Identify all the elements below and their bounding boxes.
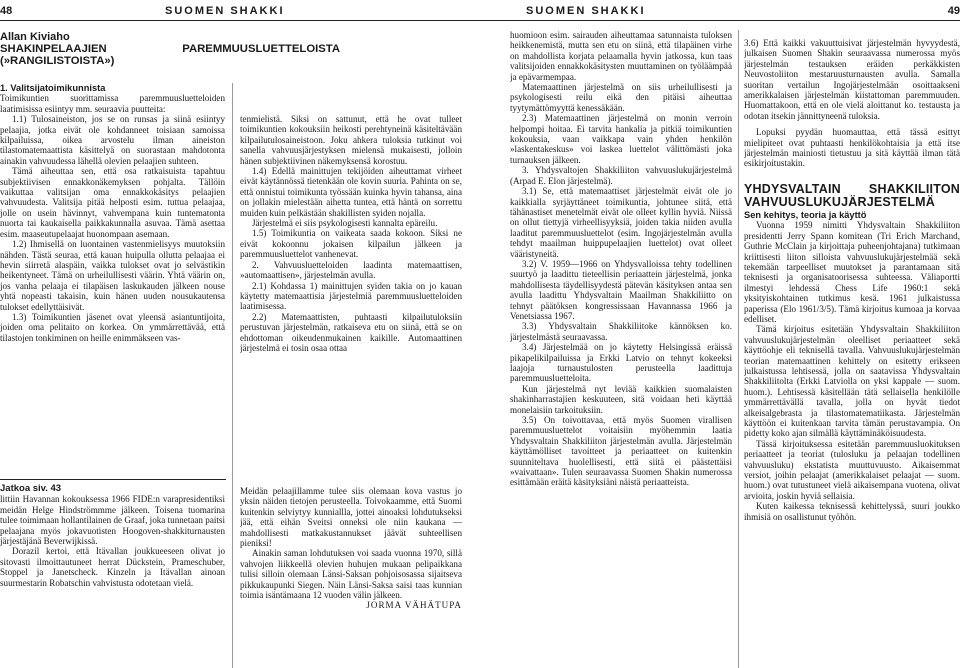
signature: JORMA VÄHÄTUPA — [366, 600, 462, 611]
paragraph: 1.2) Ihmisellä on luontainen vastenmielisyys muutoksiin nähden. Tästä seuraa, että kauan huipulla ollutta pelaajaa ei hevin siirretä alaspäin, vaikka tulokset ovat jo selvästikin heikentyneet. Tämä on urheilullisesti väärin. Yhtä väärin on, jos vanha pelaaja ei tilapäisen laskukauden jälkeen nouse yhtä nopeasti takaisin, kuin hänen uuden nousukautensa tulokset edellyttäisivät. — [0, 239, 225, 312]
paragraph: Meidän pelaajillamme tulee siis olemaan kova vastus jo yksin näiden tietojen perusteella. Toivokaamme, että Suomi kuitenkin selviytyy kunniallla, jottei ainoaksi lohdutukseksi jää, että eihän Sveitsi onneksi ole niin kaukana — mahdollisesti matkakustannukset jäävät suhteellisen pieniksi! — [240, 486, 462, 549]
article-column-1 — [0, 83, 225, 473]
paragraph: 3.3) Yhdysvaltain Shakkiliitoke kännöksen ko. järjestelmästä seuraavassa. — [510, 321, 732, 342]
paragraph: 3.5) On toivottavaa, että myös Suomen virallisen paremmuusluettelot voitaisiin myöhemmin laatia Yhdysvaltain Shakkiliiton järjestelmän avulla. Järjestelmän käyttämölliset tavoitteet ja periaatteet on kuitenkin suunniteltava huolellisesti, että siitä ei päästettäisi »vaivattaan». Tulen seuraavassa Suomen Shakin numerossa esittämään eräitä käsityksiäni näistä periaatteista. — [510, 415, 732, 488]
continued-label: Jatkoa siv. 43 — [0, 484, 62, 494]
right-page — [480, 0, 960, 668]
paragraph: 2.1) Kohdassa 1) mainittujen syiden takia on jo kauan käytetty matemaattisia järjestelmiä paremmuusluetteloiden laatimisessa. — [240, 280, 462, 312]
paragraph: 3.1) Se, että matemaattiset järjestelmät eivät ole jo kaikkialla syrjäyttäneet toimikuntia, johtunee siitä, että tähänastiset menetelmät eivät ole olleet kyllin hyviä. Niissä on ollut tiettyjä virheellisyyksiä, joiden takia niiden avulla laaditut paremmuusluettelot (esim. Ingojärjestelmän avulla tehdyt maailman huippupelaajien luettelot) ovat olleet vääristyneitä. — [510, 186, 732, 259]
paragraph: tenmielistä. Siksi on sattunut, että he ovat tulleet toimikuntien kokouksiin heikosti perehtyneinä käsiteltävään kilpailutulosaineistoon. Joku ahkera tuloksia tutkinut voi sanella vahvuusjärjestyksen mielensä mukaisesti, jolloin hänen subjektiivinen näkemyksensä korostuu. — [240, 114, 462, 166]
paragraph: Kuten kaikessa teknisessä kehittelyssä, suuri joukko ihmisiä on osallistunut työhön. — [744, 501, 960, 522]
article-author: Allan Kiviaho — [0, 31, 70, 43]
usa-article-headline: YHDYSVALTAIN SHAKKILIITON VAHVUUSLUKUJÄRJESTELMÄ — [744, 181, 960, 210]
running-head: SUOMEN SHAKKI — [526, 5, 646, 17]
paragraph: 1.1) Tulosaineiston, jos se on runsas ja siinä esiintyy pelaajia, jotka eivät ole kohdanneet toisiaan samoissa kilpailuissa, oikea arvostelu ilman aineiston tilastomatemaattista käsittelyä on suorastaan mahdotonta ainakin vahvuudessa lähellä olevien pelaajien suhteen. — [0, 114, 225, 166]
paragraph: Lopuksi pyydän huomauttaa, että tässä esittyt mielipiteet ovat puhtaasti henkilökohtaisia ja että itse järjestelmän mainiosti tietustuu ja sitä käyttää ilman tätä esikirjoitustakin. — [744, 127, 960, 169]
continued-column-1 — [0, 484, 225, 668]
paragraph: Tässä kirjoituksessa esitetään paremmuusluokituksen periaatteet ja teoriat (tulosluku ja pelaajan todellinen vahvuusluku) ekstatista muuttuvuusto. Aikaisemmat versiot, joihin pelaajat (amerikkalaiset pelaajat — suom. huom.) ovat tutustuneet vielä aikaisempana vuotena, olivat arvioita, joskin hyviä sellaisia. — [744, 438, 960, 501]
paragraph: 3.4) Järjestelmää on jo käytetty Helsingissä eräissä pikapelikilpailuissa ja Erkki Latvio on tehnyt kokeeksi laajoja turnaustulosten perusteella laadittuja paremmuusluetteloita. — [510, 342, 732, 384]
paragraph: 1.3) Toimikuntien jäsenet ovat yleensä asiantuntijoita, joiden oma pelitaito on korkea. On ymmärrettävää, että tilastojen tonkiminen on heille enimmäkseen vas- — [0, 311, 225, 343]
running-head: SUOMEN SHAKKI — [165, 5, 285, 17]
section-rule — [0, 479, 226, 480]
left-page-header — [0, 4, 480, 21]
paragraph: huomioon esim. sairauden aiheuttamaa satunnaista tuloksen heikkenemistä, mutta sen etu on siinä, että tilapäinen virhe on mahdollista korjata pelaamalla hyvin jatkossa, kun taas valitsijoiden ennakkokäsitysten muuttaminen on työläämpää ja epävarmempaa. — [510, 30, 732, 82]
section-heading: 1. Valitsijatoimikunnista — [0, 83, 106, 93]
paragraph: Järjestelmä ei siis psykologisesti kannalta epäreilu. — [252, 218, 438, 229]
continued-column-2 — [240, 486, 462, 668]
paragraph: 1.5) Toimikuntia on vaikeata saada kokoon. Siksi ne eivät kokoonnu jokaisen kilpailun jälkeen ja paremmuusluettelot vanhenevat. — [240, 228, 462, 260]
paragraph: 2.3) Matemaattinen järjestelmä on monin verroin helpompi hoitaa. Ei tarvita hankalia ja pitkiä toimikuntien kokouksia, vaan vaikkapa vain yhden henkilön »laskentakeskus» voi laskea luettelot välittömästi joka turnauksen jälkeen. — [510, 113, 732, 165]
paragraph: 3.6) Että kaikki vakuuttuisivat järjestelmän hyvyydestä, julkaisen Suomen Shakin seuraavassa numerossa myös järjestelmän testauksen eräiden perkäkkisten Neuvostoliiton mestaruusturnausten avulla. Samalla suoritan vertailun Ingojärjestelmään osoittaakseni amerikkalaisen järjestelmän kiistattoman paremmuuden. Huomattakoon, että en ole vielä aloittanut ko. testausta ja odotan itsekin jännittyneenä tuloksia. — [744, 38, 960, 121]
article-title-block — [0, 31, 462, 81]
right-column-2 — [744, 38, 960, 668]
usa-article-subhead: Sen kehitys, teoria ja käyttö — [744, 209, 867, 220]
article-headline: SHAKINPELAAJIEN PAREMMUUSLUETTELOISTA (»RANGILISTOISTA») — [0, 43, 340, 68]
paragraph: 1.4) Edellä mainittujen tekijöiden aiheuttamat virheet eivät käytännössä tietenkään ole kovin suuria. Pahinta on se, että onnistui toimikunta työssään kuinka hyvin tahansa, aina on jollakin mielestään aihetta tuntea, että häntä on sorrettu muiden kuin pelkästään shakillisten syiden nojalla. — [240, 166, 462, 218]
right-page-header — [480, 4, 960, 21]
paragraph: Toimikuntien suorittamissa paremmuusluetteloiden laatimisissa esiintyy mm. seuraavia puutteita: — [0, 93, 225, 114]
paragraph: Ainakin saman lohdutuksen voi saada vuonna 1970, sillä vahvojen liikkeellä olevien huhujen mukaan pelipaikkana tulisi silloin olemaan Länsi-Saksan pohjoisosassa sijaitseva pikkukaupunki Siegen. Näin Länsi-Saksa saisi taas kunnian toimia isäntämaana 12 vuoden välin jälkeen. — [240, 548, 462, 601]
paragraph: Tämä kirjoitus esitetään Yhdysvaltain Shakkiliiton vahvuuslukujärjestelmän oleelliset periaatteet sekä käyttöohje eli teknisellä tavalla. Vahvuuslukujärjestelmän teorian matemaattinen kehittely on esitetty erikseen julkaistussa lehtisessä, jolla on saatavissa Yhdysvaltain Shakkiliitolta (Erkki Latviolla on yksi kappale — suom. huom.). Lehtisessä käsitellään tätä sellaisella henkilölle ymmärrettävällä tavalla, jolla on hyvät tiedot alkeisalgebrasta ja tilastomatematiikasta. Järjestelmän käyttöön ei kuitenkaan tarvita tämän perustavampia. On pidetty koko ajan silmällä käyttäminäköisuudesta. — [744, 324, 960, 439]
page-number: 48 — [0, 5, 13, 17]
paragraph: Matemaattinen järjestelmä on siis urheilullisesti ja psykologisesti reilu eikä den pitäisi aiheuttaa tyytymättömyyttä kenessäkään. — [510, 82, 732, 113]
paragraph: 3. Yhdysvaltojen Shakkiliiton vahvuuslukujärjestelmä (Arpad E. Elon järjestelmä). — [510, 165, 732, 186]
paragraph: littiin Havannan kokouksessa 1966 FIDE:n varapresidentiksi meidän Helge Hindströmmme jälkeen. Toisena tuomarina tulee toimimaan hollantilainen de Graaf, joka tunnetaan paitsi pelaajana myös jokavuotisten Hoogoven-shakkiturnausten järjestäjänä Beverwijkissä. — [0, 494, 225, 547]
column-divider — [738, 30, 739, 668]
paragraph: 2.2) Matemaattisten, puhtaasti kilpailutuloksiin perustuvan järjestelmän, ratkaiseva etu on siinä, että se on ehdottoman oikeudenmukainen kaikille. Automaattinen järjestelmä ei tosin osaa ottaa — [240, 311, 462, 353]
paragraph: Tämä aiheuttaa sen, että osa ratkaisuista tapahtuu subjektiivisen ennakkonäkemyksen pohjalta. Tällöin vaikuttaa valitsijan oma ennakkokäsitys pelaajien vahvuudesta. Valitsija pitää helposti esim. tuttua pelaajaa, jolle on usein hävinnyt, vahvempana kuin tuntematonta nuorta tai kaukaisella paikkakunnalla asuvaa. Tämä asettaa esim. maaseutupelaajat huonompaan asemaan. — [0, 166, 225, 239]
right-column-1 — [510, 30, 732, 668]
paragraph: Kun järjestelmä nyt leviää kaikkien suomalaisten shakinharrastajien keskuuteen, sitä voidaan heti käyttää monelaisiin tarkoituksiin. — [510, 383, 732, 415]
paragraph: Vuonna 1959 nimitti Yhdysvaltain Shakkiliiton presidentti Jerry Spann komitean (Tri Erich Marchand, Guthrie McClain ja kirjoittaja puheenjohtajana) tutkimaan kriittisesti liiton silloista vahvuuslukujärjestelmää sekä tekemään tarpeelliset muutokset ja parantamaan sitä teknisesti ja organisatoorisessa suhteessa. Väliaportti ilmestyi lehdessä Chess Life 1960:1 sekä yksityiskohtainen tutkimus kesä. 1961 julkaistussa paperissa (Elo 1961/3/5). Tämä kirjoitus kumoaa ja korvaa edelliset. — [744, 220, 960, 324]
paragraph: 2. Vahvuusluetteloiden laadinta matemaattisen, »automaattisen», järjestelmän avulla. — [240, 259, 462, 281]
article-column-2 — [240, 114, 462, 484]
column-divider — [232, 83, 233, 668]
paragraph: 3.2) V. 1959—1966 on Yhdysvalloissa tehty todellinen suurtyö ja laadittu tieteellisin periaattein järjestelmä, jonka mahdollisesta täydellisyydestä pätevän käsityksen antaa sen avulla laadittu Yhdysvaltain Maailman Shakkiliitto on tehnyt päätöksen kongressissaan Havannassa 1966 ja Venetsiassa 1967. — [510, 258, 732, 321]
page-number: 49 — [947, 5, 960, 17]
paragraph: Dorazil kertoi, että Itävallan joukkueeseen olivat jo sitovasti ilmoittautuneet herrat Dückstein, Prameschuber, Stoppel ja Janetscheck. Kinzeln ja Itävallan ainoan suurmestarin Robatschin vahvistusta odotetaan vielä. — [0, 546, 225, 588]
